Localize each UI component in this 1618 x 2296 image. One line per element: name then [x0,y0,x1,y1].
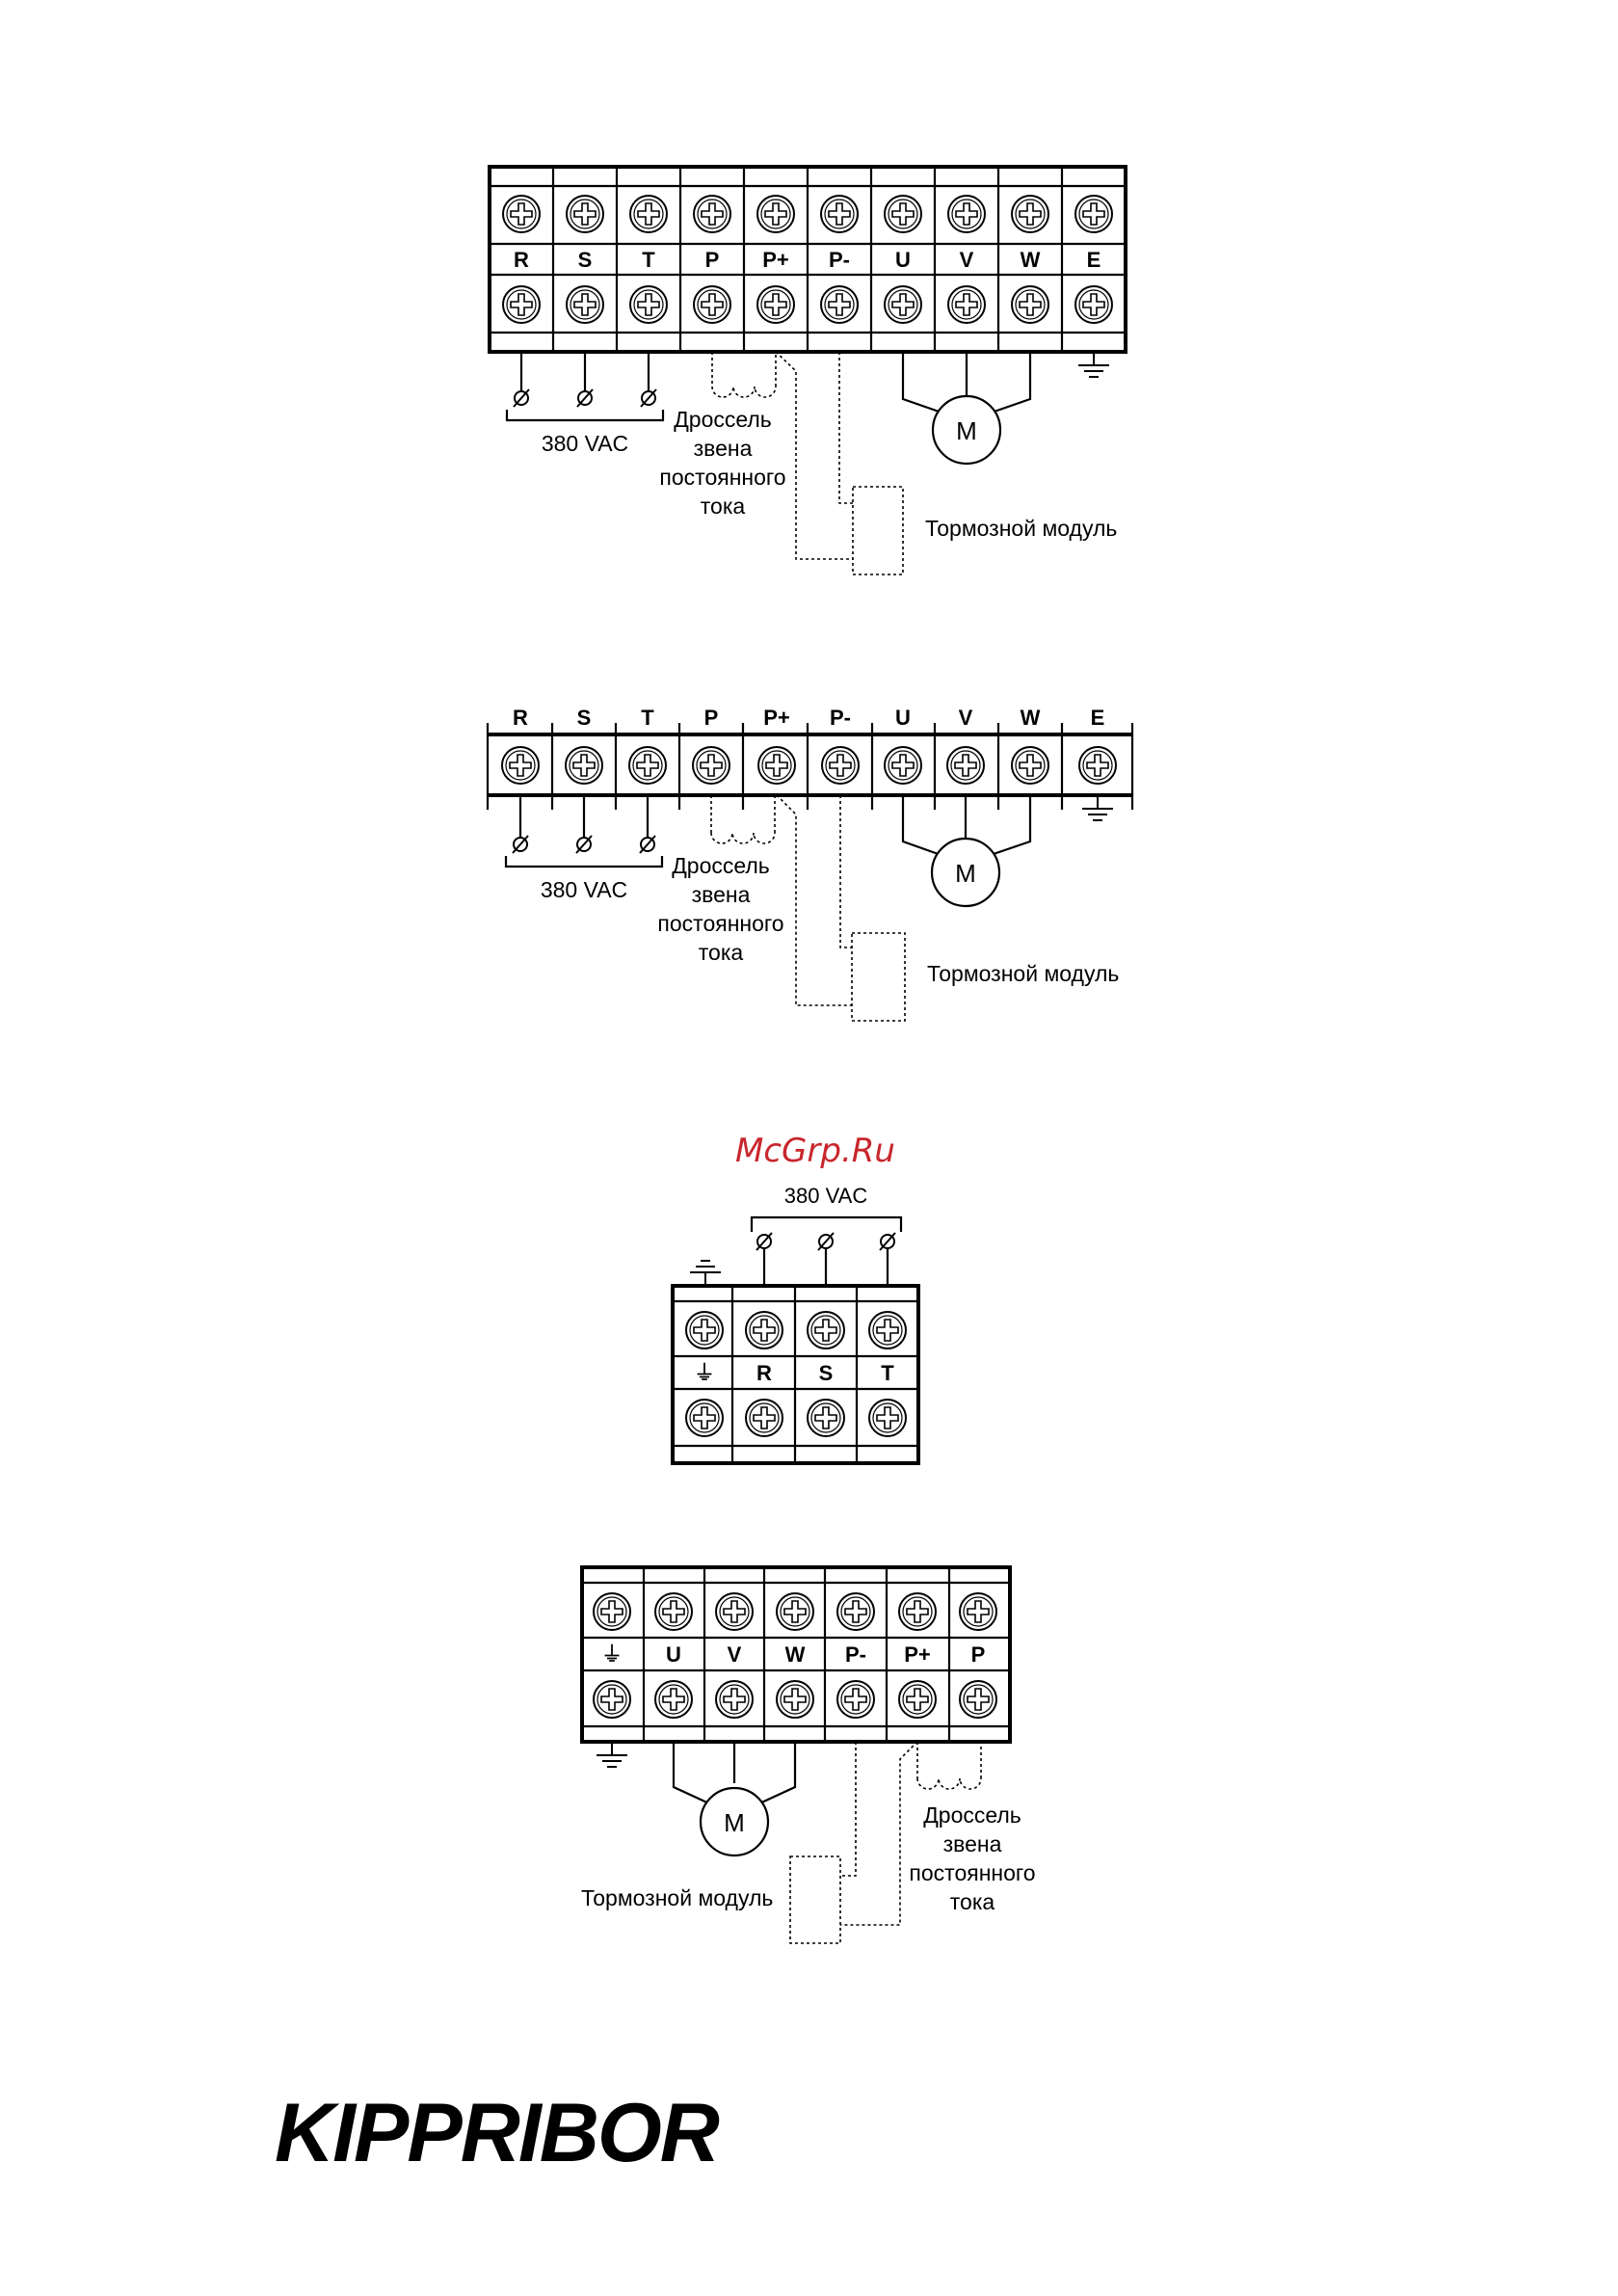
watermark-text: McGrp.Ru [735,1132,895,1170]
ground-icon [1078,352,1109,377]
choke-coil-icon [917,1778,981,1789]
ground-icon [1082,795,1113,820]
d1-terminal-label: U [895,248,911,272]
d4-terminal-label: P+ [904,1642,931,1667]
d1-supply-label: 380 VAC [541,431,629,456]
d2-choke-label: звена [691,882,751,907]
kippribor-logo: KIPPRIBOR [275,2087,718,2179]
d2-terminal-label: R [513,706,528,730]
ground-icon [690,1261,721,1286]
d1-terminal-label: V [959,248,974,272]
phase-terminal-icon [576,836,592,853]
d1-terminal-label: W [1020,248,1041,272]
brake-module-box [852,933,905,1021]
d4-terminal-label: U [666,1642,681,1667]
supply-bracket [507,410,663,420]
d4-choke-label: Дроссель [923,1802,1021,1828]
d4-choke-label: постоянного [909,1860,1036,1885]
d2-terminal-label: T [641,706,654,730]
d1-choke-label: Дроссель [674,407,772,432]
d4-brake-label: Тормозной модуль [581,1885,774,1910]
phase-terminal-icon [880,1233,895,1250]
d1-terminal-label: P [704,248,720,272]
d1-terminal-label: S [577,248,593,272]
d2-brake-label: Тормозной модуль [927,961,1120,986]
d1-brake-label: Тормозной модуль [925,516,1118,541]
phase-terminal-icon [756,1233,772,1250]
d1-choke-label: звена [693,436,753,461]
d2-choke-label: Дроссель [672,853,770,878]
phase-terminal-icon [514,389,529,407]
d2-terminal-label: U [895,706,911,730]
choke-coil-icon [711,833,775,843]
d2-terminal-label: E [1090,706,1105,730]
diagram-3-terminal-block [673,1286,918,1463]
diagram-1-wiring [507,352,1117,574]
d2-terminal-label: P [703,706,719,730]
d4-choke-label: тока [949,1889,995,1914]
phase-terminal-icon [818,1233,834,1250]
supply-bracket [506,856,662,867]
diagram-2-terminal-block [488,706,1132,810]
d2-terminal-label: V [958,706,973,730]
phase-terminal-icon [641,389,656,407]
d1-choke-label: постоянного [659,465,786,490]
choke-coil-icon [712,387,776,397]
brake-module-box [790,1856,840,1943]
d2-supply-label: 380 VAC [540,877,628,902]
d4-terminal-label: P- [845,1642,866,1667]
d1-terminal-label: R [514,248,529,272]
d4-terminal-label: W [784,1642,806,1667]
phase-terminal-icon [513,836,528,853]
diagram-4-terminal-block [582,1567,1010,1742]
diagram-3-wiring [690,1184,901,1286]
diagram-4-wiring [581,1742,1036,1943]
supply-bracket [752,1217,901,1232]
d3-terminal-label: R [756,1361,772,1385]
d4-choke-label: звена [942,1831,1002,1856]
phase-terminal-icon [640,836,655,853]
d1-terminal-label: T [642,248,655,272]
d2-terminal-label: P+ [763,706,790,730]
diagram-2-screws [502,747,1116,784]
d2-choke-label: тока [698,940,744,965]
d3-terminal-label: ⏚ [693,1361,716,1385]
d1-terminal-label: P+ [762,248,789,272]
d4-terminal-label: P [970,1642,986,1667]
d2-terminal-label: W [1020,706,1041,730]
phase-terminal-icon [577,389,593,407]
d2-motor-label: M [955,859,976,888]
d2-top-labels [513,706,1104,730]
d1-terminal-label: E [1086,248,1101,272]
d2-terminal-label: P- [830,706,851,730]
d3-terminal-label: T [881,1361,894,1385]
d1-terminal-label: P- [829,248,850,272]
ground-icon [597,1742,627,1767]
d4-terminal-label: ⏚ [600,1642,623,1667]
diagram-2-wiring [506,795,1119,1021]
d2-terminal-label: S [576,706,592,730]
d2-choke-label: постоянного [657,911,784,936]
brake-module-box [853,487,903,574]
d1-choke-label: тока [700,494,746,519]
diagram-1-terminal-block [490,167,1126,352]
d3-supply-label: 380 VAC [783,1184,868,1208]
d4-terminal-label: V [727,1642,742,1667]
d1-motor-label: M [956,416,977,445]
d3-terminal-label: S [818,1361,834,1385]
d4-motor-label: M [724,1808,745,1837]
